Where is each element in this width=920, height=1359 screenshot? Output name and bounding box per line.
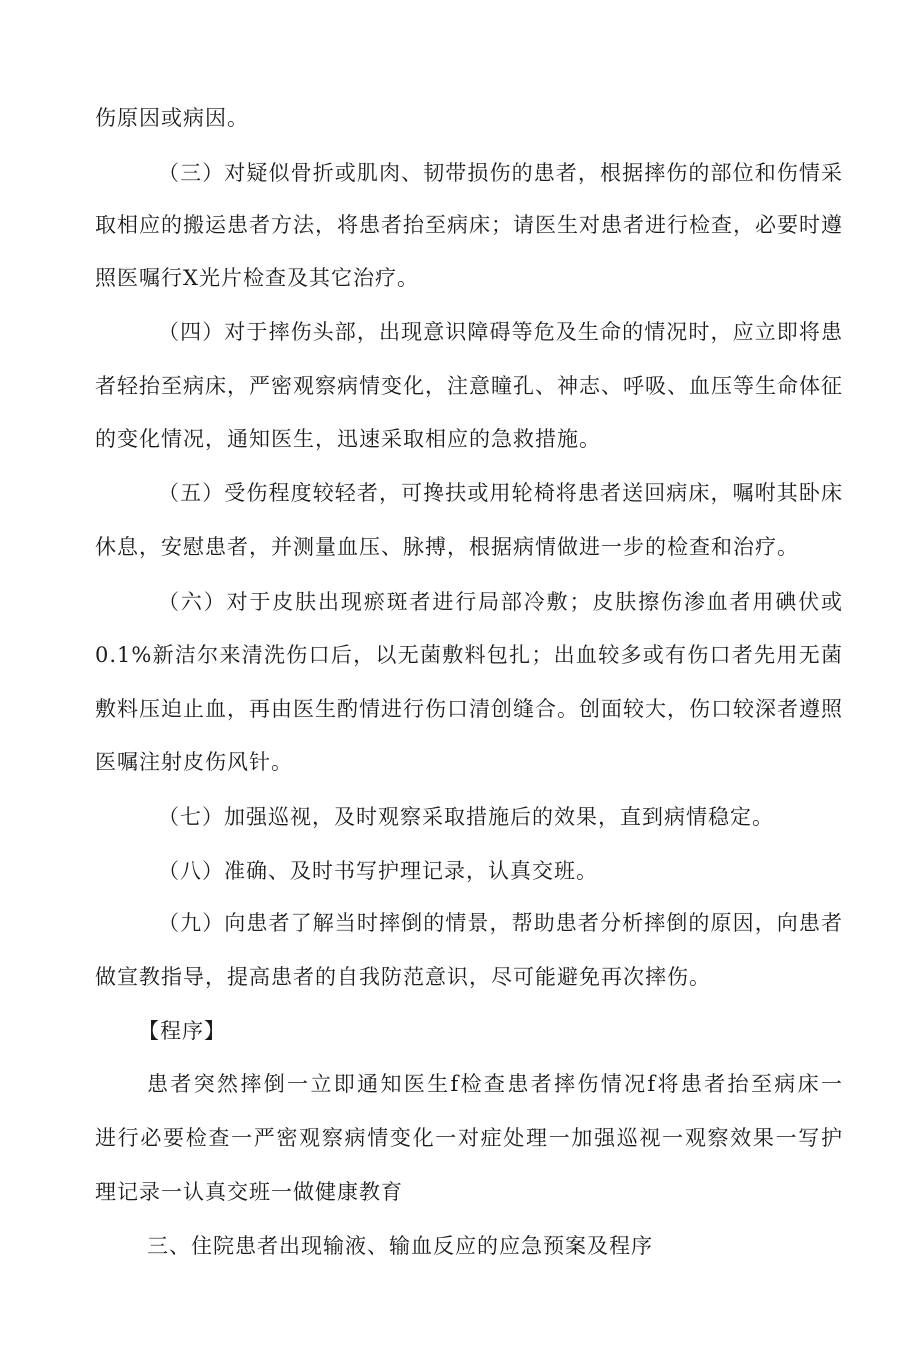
text-line: （四）对于摔伤头部，出现意识障碍等危及生命的情况时，应立即将患 (158, 320, 843, 344)
text-line: 休息，安慰患者，并测量血压、脉搏，根据病情做进一步的检查和治疗。 (95, 535, 799, 559)
text-line: 0.1%新洁尔来清洗伤口后，以无菌敷料包扎；出血较多或有伤口者先用无菌 (95, 643, 843, 667)
text-line: 进行必要检查一严密观察病情变化一对症处理一加强巡视一观察效果一写护 (95, 1126, 843, 1150)
section-heading: 三、住院患者出现输液、输血反应的应急预案及程序 (147, 1234, 653, 1258)
text-line: （七）加强巡视，及时观察采取措施后的效果，直到病情稳定。 (158, 805, 774, 829)
text-line: （九）向患者了解当时摔倒的情景，帮助患者分析摔倒的原因，向患者 (158, 911, 843, 935)
text-line: （三）对疑似骨折或肌肉、韧带损伤的患者，根据摔伤的部位和伤情采 (158, 161, 843, 185)
text-line: 患者突然摔倒一立即通知医生f检查患者摔伤情况f将患者抬至病床一 (147, 1072, 843, 1096)
text-line: （六）对于皮肤出现瘀斑者进行局部冷敷；皮肤擦伤渗血者用碘伏或 (158, 590, 843, 614)
text-line: 敷料压迫止血，再由医生酌情进行伤口清创缝合。创面较大，伤口较深者遵照 (95, 697, 843, 721)
text-line: 理记录一认真交班一做健康教育 (95, 1180, 403, 1204)
text-line: 照医嘱行X光片检查及其它治疗。 (95, 266, 419, 290)
text-line: （五）受伤程度较轻者，可搀扶或用轮椅将患者送回病床，嘱咐其卧床 (158, 481, 843, 505)
text-line: 医嘱注射皮伤风针。 (95, 750, 293, 774)
text-line: （八）准确、及时书写护理记录，认真交班。 (158, 859, 598, 883)
text-line: 伤原因或病因。 (95, 106, 249, 130)
text-line: 的变化情况，通知医生，迅速采取相应的急救措施。 (95, 427, 601, 451)
section-heading: 【程序】 (138, 1019, 226, 1043)
text-line: 做宣教指导，提高患者的自我防范意识，尽可能避免再次摔伤。 (95, 965, 711, 989)
text-line: 者轻抬至病床，严密观察病情变化，注意瞳孔、神志、呼吸、血压等生命体征 (95, 374, 843, 398)
text-line: 取相应的搬运患者方法，将患者抬至病床；请医生对患者进行检查，必要时遵 (95, 213, 843, 237)
